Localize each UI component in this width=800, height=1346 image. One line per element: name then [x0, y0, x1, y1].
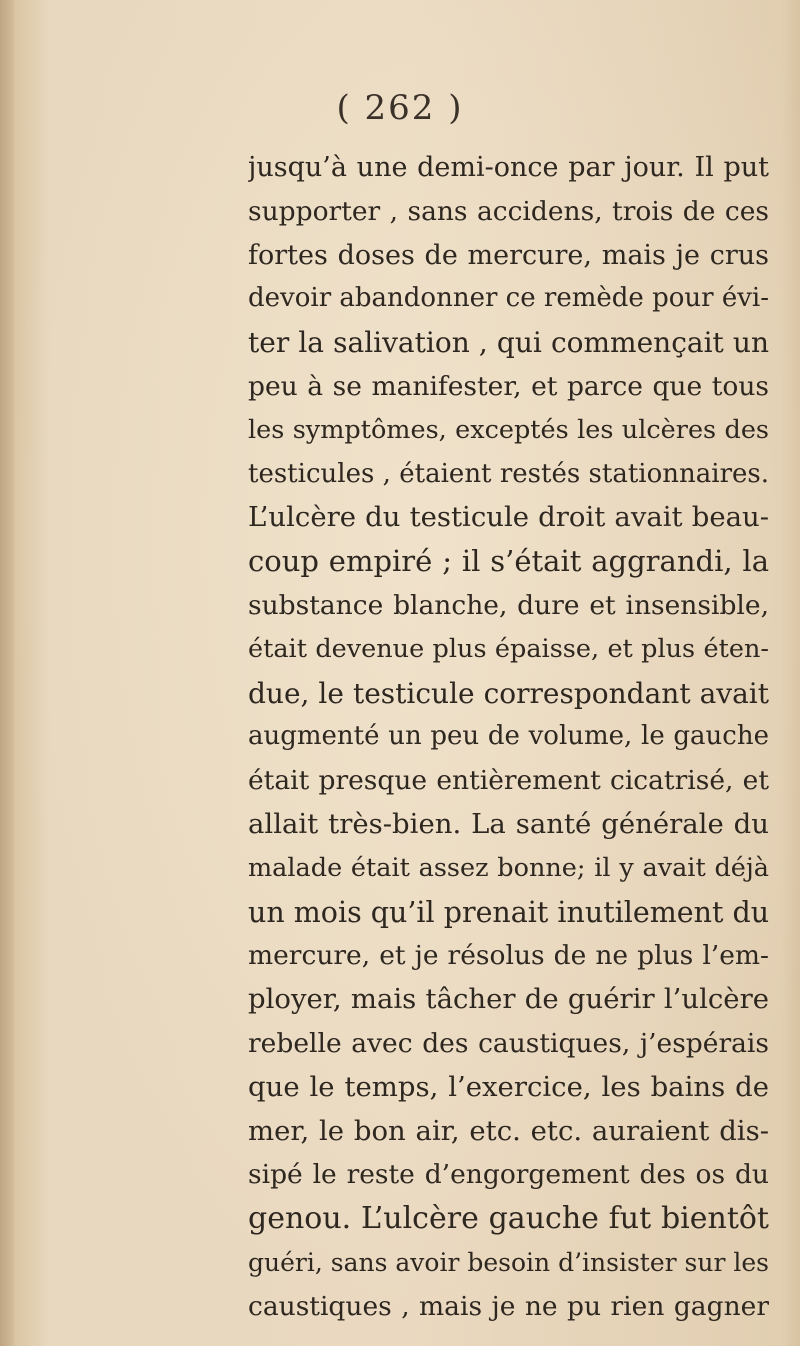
text-line: rebelle avec des caustiques, j’espérais [248, 1027, 769, 1059]
text-line: substance blanche, dure et insensible, [248, 589, 769, 621]
text-line: supporter , sans accidens, trois de ces [248, 195, 769, 227]
text-line: due, le testicule correspondant avait [248, 676, 769, 710]
text-line: genou. L’ulcère gauche fut bientôt [248, 1201, 769, 1237]
text-line: ployer, mais tâcher de guérir l’ulcère [248, 983, 769, 1016]
page-binding-edge [0, 0, 14, 1346]
text-line: augmenté un peu de volume, le gauche [248, 721, 769, 752]
text-line: mer, le bon air, etc. etc. auraient dis- [248, 1114, 769, 1147]
text-line: jusqu’à une demi-once par jour. Il put [248, 152, 769, 183]
text-line: ter la salivation , qui commençait un [248, 326, 769, 360]
text-line: sipé le reste d’engorgement des os du [248, 1159, 769, 1191]
text-line: guéri, sans avoir besoin d’insister sur les [248, 1247, 769, 1277]
page-number: ( 262 ) [336, 88, 464, 128]
text-line: était presque entièrement cicatrisé, et [248, 765, 769, 797]
body-text [248, 146, 769, 1329]
text-line: les symptômes, exceptés les ulcères des [248, 414, 769, 445]
text-line: caustiques , mais je ne pu rien gagner [248, 1290, 769, 1322]
text-line: fortes doses de mercure, mais je crus [248, 239, 769, 271]
text-line: mercure, et je résolus de ne plus l’em- [248, 940, 769, 972]
text-line: devoir abandonner ce remède pour évi- [248, 283, 769, 314]
text-line: coup empiré ; il s’était aggrandi, la [248, 544, 769, 579]
text-line: était devenue plus épaisse, et plus éten- [248, 633, 769, 664]
text-line: testicules , étaient restés stationnaires. [248, 458, 769, 489]
text-line: un mois qu’il prenait inutilement du [248, 895, 769, 929]
text-line: que le temps, l’exercice, les bains de [248, 1070, 769, 1103]
text-line: peu à se manifester, et parce que tous [248, 370, 769, 402]
text-line: L’ulcère du testicule droit avait beau- [248, 501, 769, 534]
text-line: malade était assez bonne; il y avait déjà [248, 852, 769, 883]
text-line: allait très-bien. La santé générale du [248, 807, 769, 840]
